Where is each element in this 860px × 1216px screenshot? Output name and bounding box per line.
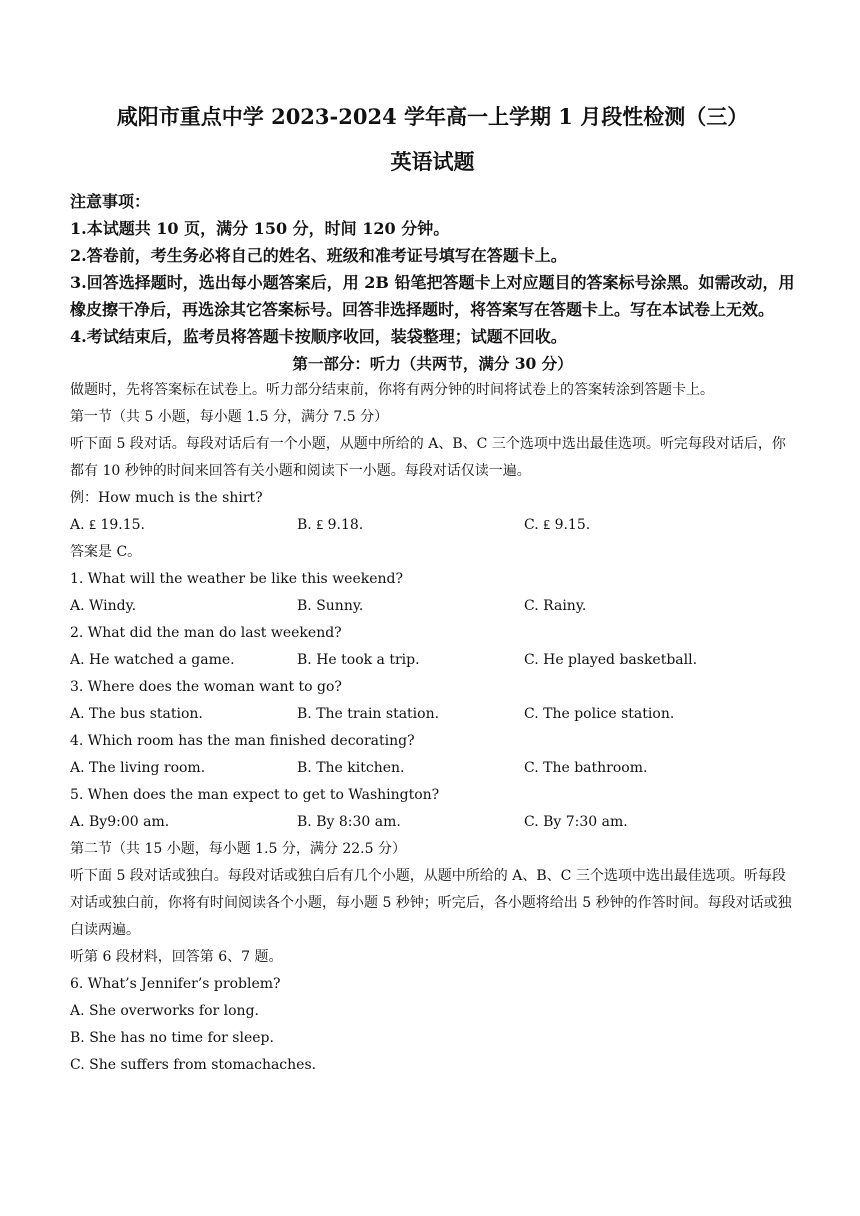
- option-a: A. ₤ 19.15.: [70, 517, 145, 533]
- section1-instructions: 听下面 5 段对话。每段对话后有一个小题，从题中所给的 A、B、C 三个选项中选出最佳选项。听完每段对话后，你都有 10 秒钟的时间来回答有关小题和阅读下一小题。每段对话仅读一遍。: [70, 436, 786, 479]
- option-a: A. The living room.: [70, 760, 206, 776]
- question-6: 6. What’s Jennifer’s problem?: [70, 976, 281, 992]
- notice-item: 4.考试结束后，监考员将答题卡按顺序收回，装袋整理；试题不回收。: [70, 327, 567, 346]
- question-5-options: [70, 809, 795, 836]
- notice-heading: 注意事项：: [70, 192, 151, 211]
- notice-item: 3.回答选择题时，选出每小题答案后，用 2B 铅笔把答题卡上对应题目的答案标号涂黑。如需改动，用橡皮擦干净后，再选涂其它答案标号。回答非选择题时，将答案写在答题卡上。写在本试卷上无效。: [70, 273, 795, 319]
- option-a: A. She overworks for long.: [70, 1003, 259, 1019]
- option-b: B. By 8:30 am.: [297, 814, 401, 830]
- option-c: C. He played basketball.: [524, 652, 698, 668]
- section2-instructions: 听下面 5 段对话或独白。每段对话或独白后有几个小题，从题中所给的 A、B、C 三个选项中选出最佳选项。听每段对话或独白前，你将有时间阅读各个小题，每小题 5 秒钟；听完后，各小题将给出 5 秒钟的作答时间。每段对话或独白读两遍。: [70, 868, 792, 938]
- option-c: C. By 7:30 am.: [524, 814, 628, 830]
- example-answer: 答案是 C。: [70, 544, 142, 560]
- question-2-options: [70, 647, 795, 674]
- section2-title: 第二节（共 15 小题，每小题 1.5 分，满分 22.5 分）: [70, 841, 406, 857]
- notice-item: 1.本试题共 10 页，满分 150 分，时间 120 分钟。: [70, 219, 450, 238]
- option-a: A. Windy.: [70, 598, 137, 614]
- question-3-options: [70, 701, 795, 728]
- question-1: 1. What will the weather be like this weekend?: [70, 571, 403, 587]
- option-b: B. He took a trip.: [297, 652, 420, 668]
- option-b: B. The train station.: [297, 706, 440, 722]
- option-c: C. She suffers from stomachaches.: [70, 1057, 317, 1073]
- option-a: A. The bus station.: [70, 706, 203, 722]
- part1-title: 第一部分：听力（共两节，满分 30 分）: [292, 354, 573, 373]
- option-c: C. Rainy.: [524, 598, 587, 614]
- section2-material: 听第 6 段材料，回答第 6、7 题。: [70, 949, 283, 965]
- option-b: B. ₤ 9.18.: [297, 517, 364, 533]
- notice-block: [70, 188, 795, 350]
- notice-item: 2.答卷前，考生务必将自己的姓名、班级和准考证号填写在答题卡上。: [70, 246, 567, 265]
- option-c: C. The police station.: [524, 706, 675, 722]
- page-title: 咸阳市重点中学 2023-2024 学年高一上学期 1 月段性检测（三）: [116, 104, 749, 129]
- option-b: B. The kitchen.: [297, 760, 405, 776]
- exam-page: [70, 100, 795, 1079]
- question-5: 5. When does the man expect to get to Washington?: [70, 787, 440, 803]
- option-b: B. Sunny.: [297, 598, 364, 614]
- question-3: 3. Where does the woman want to go?: [70, 679, 342, 695]
- example-options: [70, 512, 795, 539]
- part1-intro: 做题时，先将答案标在试卷上。听力部分结束前，你将有两分钟的时间将试卷上的答案转涂到答题卡上。: [70, 382, 714, 398]
- option-a: A. He watched a game.: [70, 652, 235, 668]
- section1-title: 第一节（共 5 小题，每小题 1.5 分，满分 7.5 分）: [70, 409, 389, 425]
- question-2: 2. What did the man do last weekend?: [70, 625, 342, 641]
- option-c: C. ₤ 9.15.: [524, 517, 591, 533]
- question-1-options: [70, 593, 795, 620]
- example-question: 例：How much is the shirt?: [70, 490, 263, 506]
- page-subtitle: 英语试题: [390, 149, 475, 174]
- question-4: 4. Which room has the man finished decorating?: [70, 733, 415, 749]
- option-b: B. She has no time for sleep.: [70, 1030, 274, 1046]
- option-c: C. The bathroom.: [524, 760, 648, 776]
- option-a: A. By9:00 am.: [70, 814, 170, 830]
- question-4-options: [70, 755, 795, 782]
